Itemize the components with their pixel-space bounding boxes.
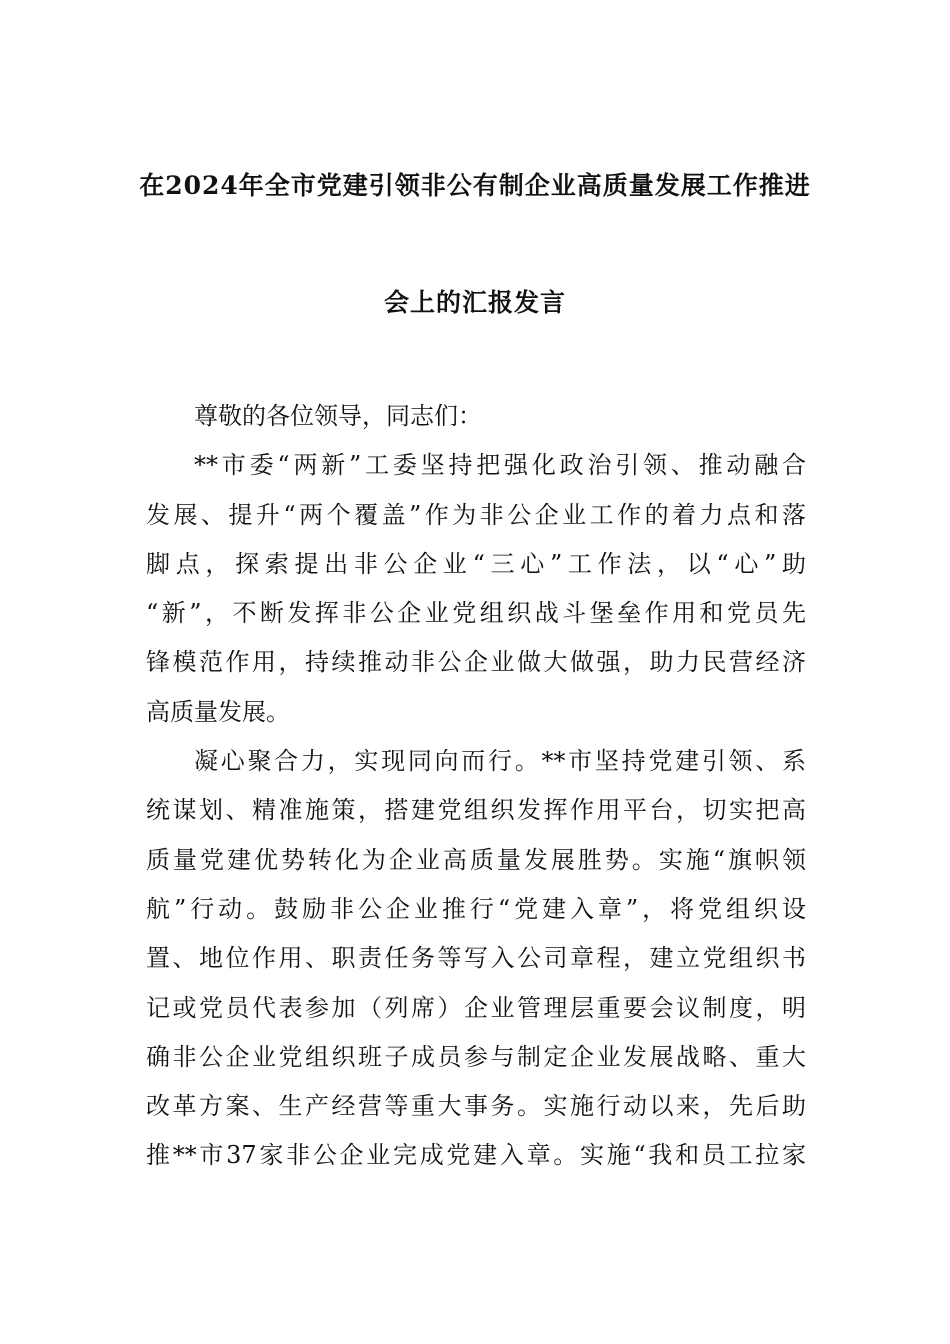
paragraph-2-line-4: 航”行动。鼓励非公企业推行“党建入章”，将党组织设 — [146, 894, 806, 923]
paragraph-1-line-2: 发展、提升“两个覆盖”作为非公企业工作的着力点和落 — [146, 500, 806, 529]
paragraph-2-line-1: 凝心聚合力，实现同向而行。**市坚持党建引领、系 — [194, 747, 806, 776]
paragraph-2-line-3: 质量党建优势转化为企业高质量发展胜势。实施“旗帜领 — [146, 845, 806, 874]
paragraph-2-line-9: 推**市37家非公企业完成党建入章。实施“我和员工拉家 — [146, 1141, 806, 1170]
paragraph-2-line-6: 记或党员代表参加（列席）企业管理层重要会议制度，明 — [146, 993, 806, 1022]
paragraph-1-line-3: 脚点，探索提出非公企业“三心”工作法，以“心”助 — [146, 549, 806, 578]
paragraph-2-line-7: 确非公企业党组织班子成员参与制定企业发展战略、重大 — [146, 1042, 806, 1071]
document-body — [146, 392, 806, 1181]
paragraph-1-line-1: **市委“两新”工委坚持把强化政治引领、推动融合 — [194, 451, 806, 480]
paragraph-1-line-4: “新”，不断发挥非公企业党组织战斗堡垒作用和党员先 — [146, 599, 806, 628]
paragraph-1-line-5: 锋模范作用，持续推动非公企业做大做强，助力民营经济 — [146, 648, 806, 677]
salutation-line: 尊敬的各位领导，同志们： — [194, 402, 482, 430]
paragraph-2-line-2: 统谋划、精准施策，搭建党组织发挥作用平台，切实把高 — [146, 796, 806, 825]
document-title-line-1: 在2024年全市党建引领非公有制企业高质量发展工作推进 — [139, 171, 811, 200]
paragraph-1-line-6: 高质量发展。 — [146, 697, 290, 726]
paragraph-2-line-8: 改革方案、生产经营等重大事务。实施行动以来，先后助 — [146, 1092, 806, 1121]
paragraph-2-line-5: 置、地位作用、职责任务等写入公司章程，建立党组织书 — [146, 944, 806, 973]
document-title-line-2: 会上的汇报发言 — [383, 288, 566, 317]
